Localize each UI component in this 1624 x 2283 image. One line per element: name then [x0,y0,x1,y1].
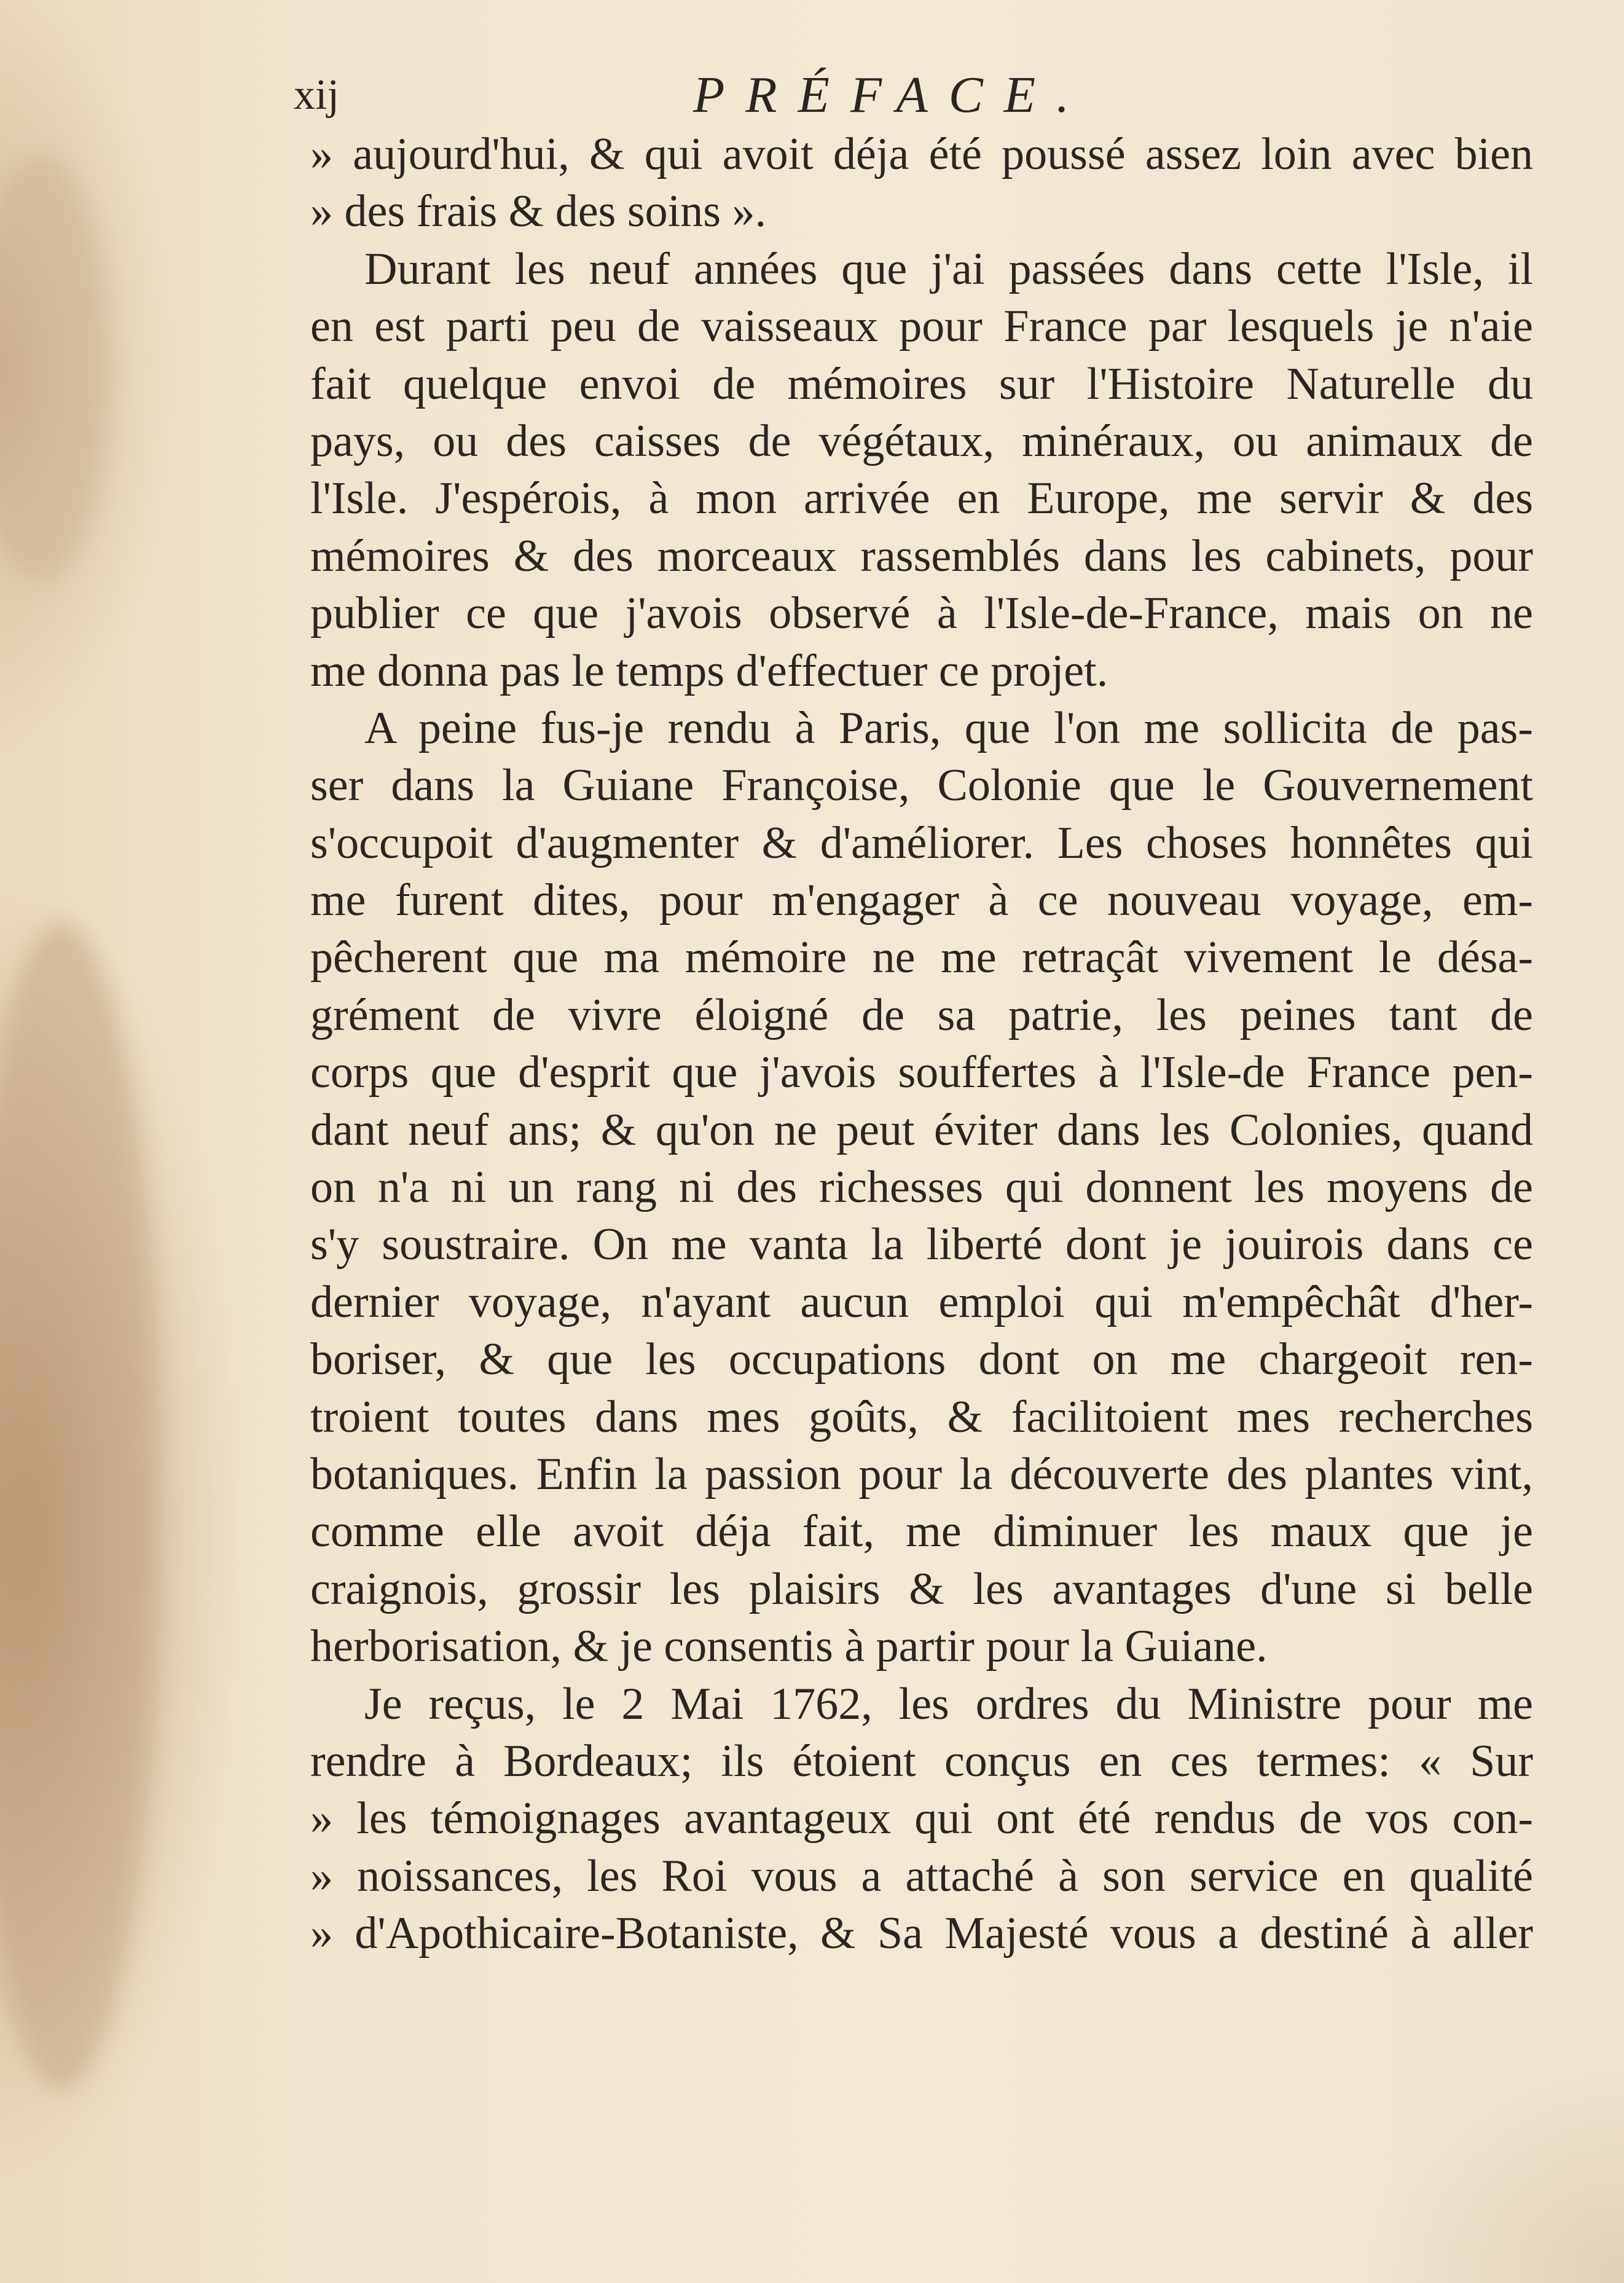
paragraph-start-line: A peine fus-je rendu à Paris, que l'on me sollicita de pas- [364,702,1533,753]
text-line: » des frais & des soins ». [310,186,766,237]
text-line: craignois, grossir les plaisirs & les avantages d'une si belle [310,1563,1533,1614]
text-line: » d'Apothicaire-Botaniste, & Sa Majesté vous a destiné à aller [310,1908,1533,1959]
page-number: xij [294,71,339,119]
text-line: mémoires & des morceaux rassemblés dans les cabinets, pour [310,530,1533,581]
text-line: me furent dites, pour m'engager à ce nouveau voyage, em- [310,875,1533,926]
text-line: fait quelque envoi de mémoires sur l'Histoire Naturelle du [310,358,1533,409]
text-line: » aujourd'hui, & qui avoit déja été poussé assez loin avec bien [310,129,1533,179]
text-line: dant neuf ans; & qu'on ne peut éviter dans les Colonies, quand [310,1104,1533,1155]
text-line: me donna pas le temps d'effectuer ce projet. [310,645,1108,696]
text-line: corps que d'esprit que j'avois souffertes à l'Isle-de France pen- [310,1047,1533,1098]
text-line: publier ce que j'avois observé à l'Isle-de-France, mais on ne [310,588,1533,639]
paragraph-start-line: Je reçus, le 2 Mai 1762, les ordres du Ministre pour me [364,1678,1533,1729]
page-header [294,61,1529,129]
text-line: botaniques. Enfin la passion pour la découverte des plantes vint, [310,1448,1533,1499]
text-line: en est parti peu de vaisseaux pour France par lesquels je n'aie [310,301,1533,352]
text-line: herborisation, & je consentis à partir pour la Guiane. [310,1621,1268,1672]
water-stain [0,922,160,2089]
text-line: » noissances, les Roi vous a attaché à son service en qualité [310,1850,1533,1901]
paragraph-start-line: Durant les neuf années que j'ai passées dans cette l'Isle, il [364,243,1533,294]
text-line: pêcherent que ma mémoire ne me retraçât vivement le désa- [310,932,1533,983]
text-line: grément de vivre éloigné de sa patrie, les peines tant de [310,989,1533,1040]
text-line: troient toutes dans mes goûts, & facilitoient mes recherches [310,1391,1533,1442]
text-line: rendre à Bordeaux; ils étoient conçus en ces termes: « Sur [310,1735,1533,1786]
water-stain [0,154,111,584]
text-line: dernier voyage, n'ayant aucun emploi qui m'empêchât d'her- [310,1276,1533,1327]
text-line: » les témoignages avantageux qui ont été rendus de vos con- [310,1793,1533,1844]
text-line: s'y soustraire. On me vanta la liberté dont je jouirois dans ce [310,1219,1533,1270]
text-line: s'occupoit d'augmenter & d'améliorer. Les choses honnêtes qui [310,817,1533,868]
text-line: l'Isle. J'espérois, à mon arrivée en Europe, me servir & des [310,473,1533,524]
text-line: boriser, & que les occupations dont on me chargeoit ren- [310,1334,1533,1385]
text-line: ser dans la Guiane Françoise, Colonie que le Gouvernement [310,760,1533,811]
text-line: on n'a ni un rang ni des richesses qui donnent les moyens de [310,1162,1533,1213]
body-text [310,126,1533,1963]
text-line: pays, ou des caisses de végétaux, minéraux, ou animaux de [310,415,1533,466]
running-title: PRÉFACE. [693,66,1091,124]
text-line: comme elle avoit déja fait, me diminuer les maux que je [310,1506,1533,1557]
